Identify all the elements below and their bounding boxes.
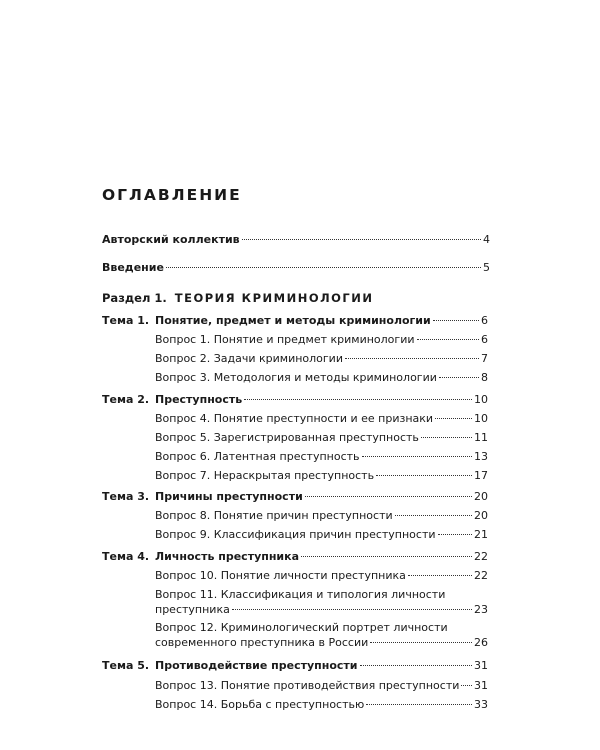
entry-page: 17 (474, 469, 488, 482)
entry-page: 7 (481, 352, 488, 365)
entry-page: 31 (474, 679, 488, 692)
entry-title: Вопрос 7. Нераскрытая преступность (155, 469, 375, 482)
topic-label: Тема 2. (102, 393, 150, 406)
entry-page: 21 (474, 528, 488, 541)
dot-leader (395, 515, 472, 516)
topic-label: Тема 3. (102, 490, 150, 503)
toc-entry-question[interactable] (155, 333, 488, 346)
dot-leader (305, 496, 472, 497)
entry-title: Вопрос 2. Задачи криминологии (155, 352, 343, 365)
toc-entry-question[interactable] (155, 352, 488, 365)
entry-title-line1: Вопрос 11. Классификация и типология личности (155, 588, 446, 601)
entry-page: 23 (474, 603, 488, 616)
dot-leader (166, 267, 481, 268)
entry-page: 4 (483, 233, 490, 246)
entry-title: Вопрос 1. Понятие и предмет криминологии (155, 333, 415, 346)
entry-page: 11 (474, 431, 488, 444)
topic-label: Тема 1. (102, 314, 150, 327)
dot-leader (360, 665, 472, 666)
dot-leader (370, 642, 472, 643)
dot-leader (433, 320, 479, 321)
toc-entry-intro[interactable] (102, 261, 490, 274)
dot-leader (242, 239, 481, 240)
toc-entry-question[interactable] (155, 431, 488, 444)
toc-entry-question[interactable] (155, 450, 488, 463)
entry-page: 10 (474, 412, 488, 425)
toc-entry-question[interactable] (155, 412, 488, 425)
entry-page: 10 (474, 393, 488, 406)
topic-label: Тема 5. (102, 659, 150, 672)
entry-title: Вопрос 5. Зарегистрированная преступность (155, 431, 419, 444)
page-title: ОГЛАВЛЕНИЕ (102, 186, 242, 204)
toc-entry-question[interactable] (155, 528, 488, 541)
entry-page: 5 (483, 261, 490, 274)
dot-leader (439, 377, 479, 378)
toc-entry-authors[interactable] (102, 233, 490, 246)
toc-entry-question[interactable] (155, 621, 488, 649)
dot-leader (232, 609, 472, 610)
entry-title: Причины преступности (155, 490, 303, 503)
toc-entry-question[interactable] (155, 469, 488, 482)
entry-title: Вопрос 3. Методология и методы криминологии (155, 371, 437, 384)
toc-entry-topic[interactable] (155, 659, 488, 672)
section-title: ТЕОРИЯ КРИМИНОЛОГИИ (174, 291, 374, 305)
entry-title: Противодействие преступности (155, 659, 358, 672)
toc-entry-question[interactable] (155, 698, 488, 711)
toc-entry-question[interactable] (155, 588, 488, 616)
toc-entry-question[interactable] (155, 569, 488, 582)
entry-title: Вопрос 14. Борьба с преступностью (155, 698, 365, 711)
dot-leader (461, 685, 472, 686)
dot-leader (421, 437, 472, 438)
entry-title: Понятие, предмет и методы криминологии (155, 314, 431, 327)
entry-title-line2: современного преступника в России (155, 636, 369, 649)
entry-page: 8 (481, 371, 488, 384)
dot-leader (362, 456, 472, 457)
toc-entry-question[interactable] (155, 509, 488, 522)
toc-entry-question[interactable] (155, 679, 488, 692)
toc-entry-topic[interactable] (155, 490, 488, 503)
dot-leader (438, 534, 472, 535)
dot-leader (435, 418, 472, 419)
entry-title: Вопрос 8. Понятие причин преступности (155, 509, 393, 522)
entry-page: 31 (474, 659, 488, 672)
toc-entry-topic[interactable] (155, 314, 488, 327)
dot-leader (376, 475, 472, 476)
entry-title: Авторский коллектив (102, 233, 240, 246)
dot-leader (301, 556, 472, 557)
entry-title-line1: Вопрос 12. Криминологический портрет личности (155, 621, 448, 634)
entry-title: Преступность (155, 393, 243, 406)
entry-page: 22 (474, 550, 488, 563)
dot-leader (244, 399, 472, 400)
toc-entry-topic[interactable] (155, 393, 488, 406)
entry-page: 22 (474, 569, 488, 582)
entry-page: 13 (474, 450, 488, 463)
topic-label: Тема 4. (102, 550, 150, 563)
dot-leader (417, 339, 480, 340)
entry-page: 6 (481, 333, 488, 346)
entry-title-line2: преступника (155, 603, 230, 616)
entry-title: Вопрос 10. Понятие личности преступника (155, 569, 406, 582)
section-label: Раздел 1. (102, 291, 167, 305)
entry-page: 20 (474, 509, 488, 522)
dot-leader (345, 358, 479, 359)
toc-entry-topic[interactable] (155, 550, 488, 563)
dot-leader (366, 704, 472, 705)
entry-title: Вопрос 13. Понятие противодействия преступности (155, 679, 460, 692)
entry-title: Вопрос 9. Классификация причин преступности (155, 528, 436, 541)
entry-page: 6 (481, 314, 488, 327)
entry-page: 26 (474, 636, 488, 649)
entry-title: Вопрос 4. Понятие преступности и ее признаки (155, 412, 434, 425)
entry-page: 20 (474, 490, 488, 503)
entry-title: Личность преступника (155, 550, 300, 563)
toc-entry-question[interactable] (155, 371, 488, 384)
section-heading (102, 291, 374, 305)
entry-title: Введение (102, 261, 164, 274)
entry-page: 33 (474, 698, 488, 711)
dot-leader (408, 575, 472, 576)
entry-title: Вопрос 6. Латентная преступность (155, 450, 360, 463)
